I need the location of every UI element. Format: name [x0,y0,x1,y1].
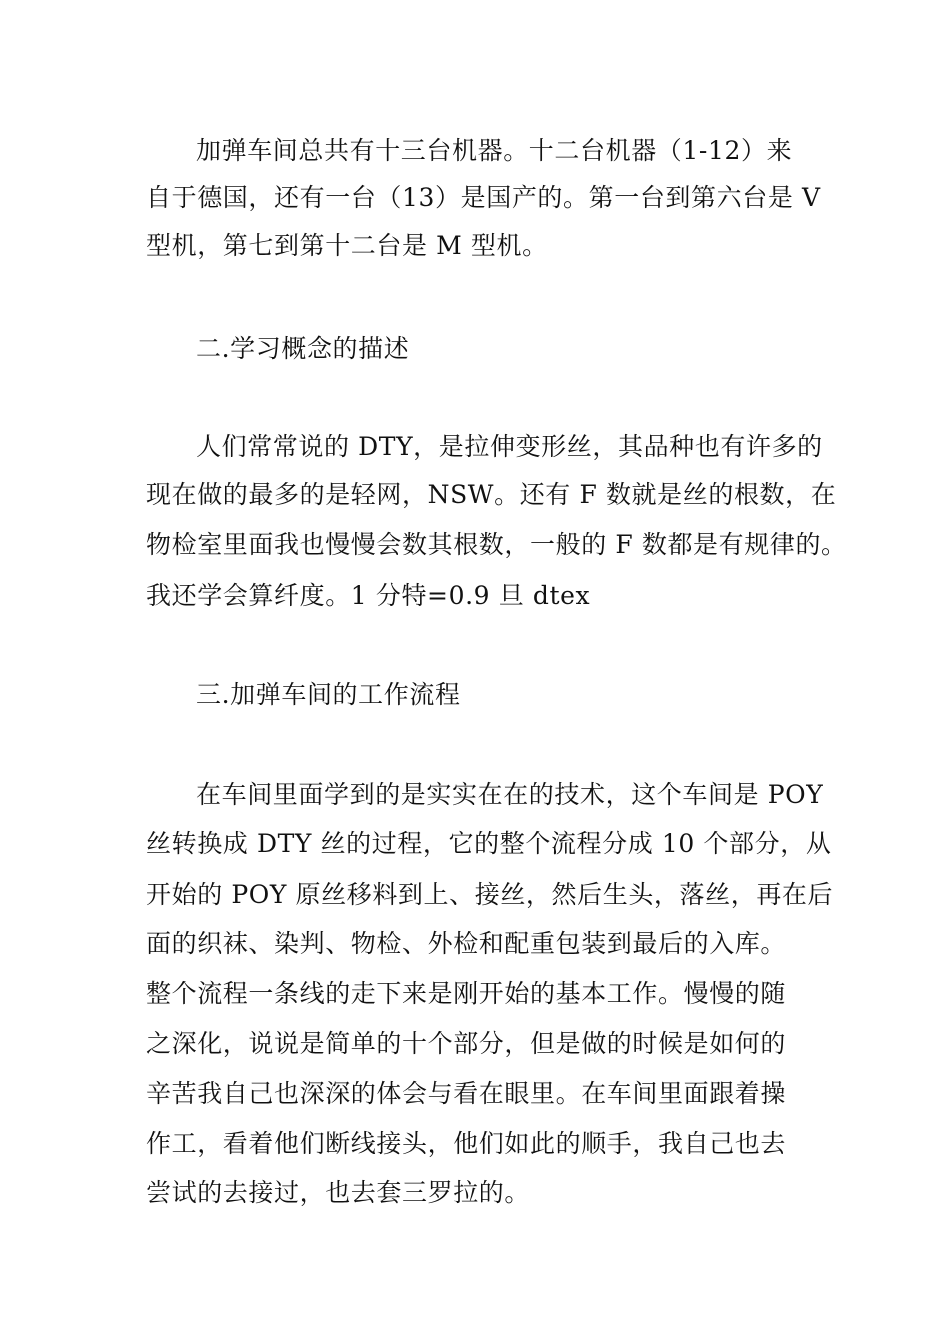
section-3-paragraph-line-9: 尝试的去接过，也去套三罗拉的。 [146,1178,531,1207]
section-2-paragraph-line-3: 物检室里面我也慢慢会数其根数，一般的 F 数都是有规律的。 [146,530,847,559]
section-3-paragraph-line-8: 作工，看着他们断线接头，他们如此的顺手，我自己也去 [146,1129,787,1158]
section-3-paragraph-line-7: 辛苦我自己也深深的体会与看在眼里。在车间里面跟着操 [146,1079,787,1108]
section-3-paragraph-line-6: 之深化，说说是简单的十个部分，但是做的时候是如何的 [146,1029,787,1058]
section-3-paragraph-line-5: 整个流程一条线的走下来是刚开始的基本工作。慢慢的随 [146,979,787,1008]
section-3-paragraph-line-3: 开始的 POY 原丝移料到上、接丝，然后生头，落丝，再在后 [146,880,834,909]
intro-paragraph-line-1: 加弹车间总共有十三台机器。十二台机器（1-12）来 [196,136,793,165]
section-3-paragraph-line-4: 面的织袜、染判、物检、外检和配重包装到最后的入库。 [146,929,787,958]
section-3-heading: 三.加弹车间的工作流程 [196,680,461,709]
section-2-paragraph-line-2: 现在做的最多的是轻网，NSW。还有 F 数就是丝的根数，在 [146,480,837,509]
section-3-paragraph-line-1: 在车间里面学到的是实实在在的技术，这个车间是 POY [196,780,824,809]
section-2-paragraph-line-4: 我还学会算纤度。1 分特=0.9 旦 dtex [146,581,591,610]
section-2-paragraph-line-1: 人们常常说的 DTY，是拉伸变形丝，其品种也有许多的 [196,432,823,461]
section-3-paragraph-line-2: 丝转换成 DTY 丝的过程，它的整个流程分成 10 个部分，从 [146,829,832,858]
intro-paragraph-line-3: 型机，第七到第十二台是 M 型机。 [146,231,548,260]
intro-paragraph-line-2: 自于德国，还有一台（13）是国产的。第一台到第六台是 V [146,183,821,212]
section-2-heading: 二.学习概念的描述 [196,334,410,363]
